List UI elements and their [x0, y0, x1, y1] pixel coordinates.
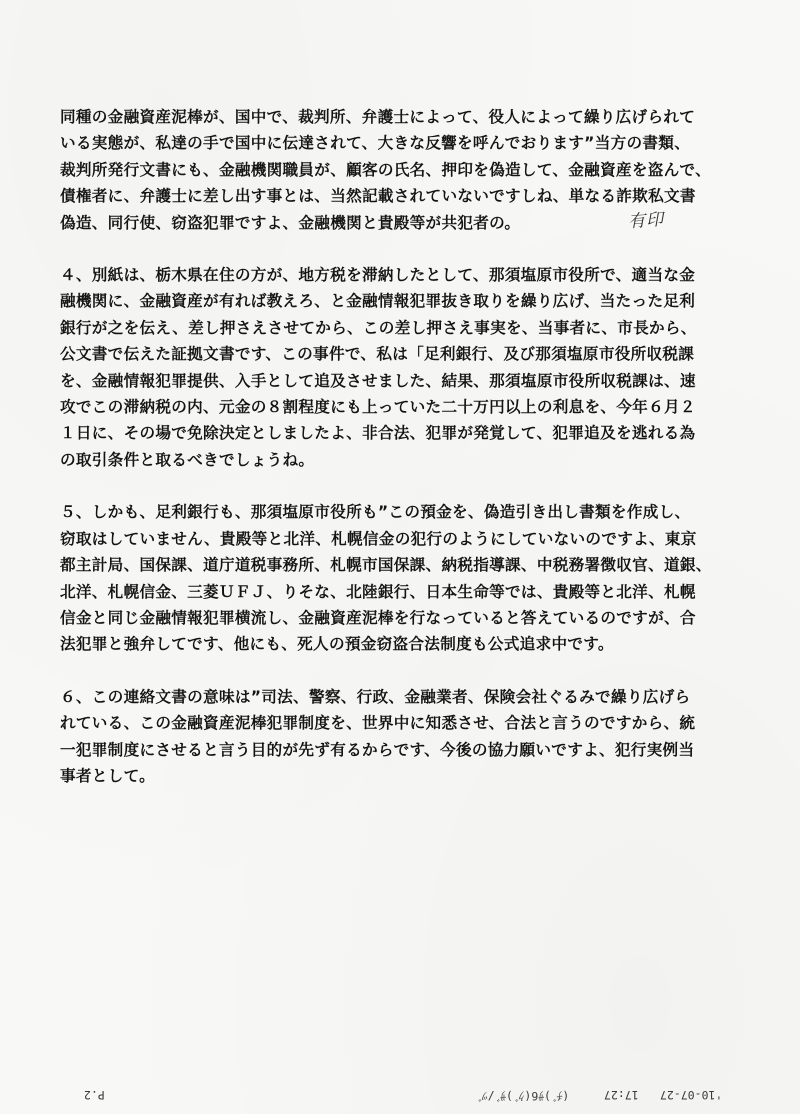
fax-time: 17:27 — [604, 1088, 639, 1102]
fax-date: '10-07-27 — [660, 1088, 723, 1102]
handwritten-correction-note: 有印 — [627, 209, 665, 233]
fax-sender-id: (ﾁﾞ)ｻ6(ｸﾞ)ｻﾞ/ﾂﾞ — [476, 1089, 570, 1103]
fax-footer — [0, 1088, 800, 1108]
paragraph-5: ５、しかも、足利銀行も、那須塩原市役所も”この預金を、偽造引き出し書類を作成し、 窃取はしていません、貴殿等と北洋、札幌信金の犯行のようにしていないのですよ、東京 都主計局、国保課、道庁道税事務所、札幌市国保課、納税指導課、中税務署徴収官、道銀、 北洋、札幌信金、三菱ＵＦＪ、りそな、北陸銀行、日本生命等では、貴殿等と北洋、札幌 信金と同じ金融情報犯罪横流し、金融資産泥棒を行なっていると答えているのですが、合 法犯罪と強弁してです、他にも、死人の預金窃盗合法制度も公式追求中です。 — [60, 503, 712, 654]
fax-page-number: P.2 — [84, 1088, 105, 1102]
paragraph-intro: 同種の金融資産泥棒が、国中で、裁判所、弁護士によって、役人によって繰り広げられて いる実態が、私達の手で国中に伝達されて、大きな反響を呼んでおります”当方の書類、 裁判所発行文書にも、金融機関職員が、顧客の氏名、押印を偽造して、金融資産を盗んで、 債権者に、弁護士に差し出す事とは、当然記載されていないですしね、単なる詐欺私文書 偽造、同行使、窃盗犯罪ですよ、金融機関と貴殿等が共犯者の。 — [60, 108, 712, 232]
paragraph-6: ６、この連絡文書の意味は”司法、警察、行政、金融業者、保険会社ぐるみで繰り広げら れている、この金融資産泥棒犯罪制度を、世界中に知悉させ、合法と言うのですから、統 一犯罪制度にさせると言う目的が先ず有るからです、今後の協力願いですよ、犯行実例当 事者として。 — [60, 687, 696, 785]
paragraph-4: ４、別紙は、栃木県在住の方が、地方税を滞納したとして、那須塩原市役所で、適当な金 融機関に、金融資産が有れば教えろ、と金融情報犯罪抜き取りを繰り広げ、当たった足利 銀行が之を伝え、差し押さえさせてから、この差し押さえ事実を、当事者に、市長から、 公文書で伝えた証拠文書です、この事件で、私は「足利銀行、及び那須塩原市役所収税課 を、金融情報犯罪提供、入手として追及させました、結果、那須塩原市役所収税課は、速 攻でこの滞納税の内、元金の８割程度にも上っていた二十万円以上の利息を、今年６月２ １日に、その場で免除決定としましたよ、非合法、犯罪が発覚して、犯罪追及を逃れる為 の取引条件と取るべきでしょうね。 — [60, 266, 697, 469]
